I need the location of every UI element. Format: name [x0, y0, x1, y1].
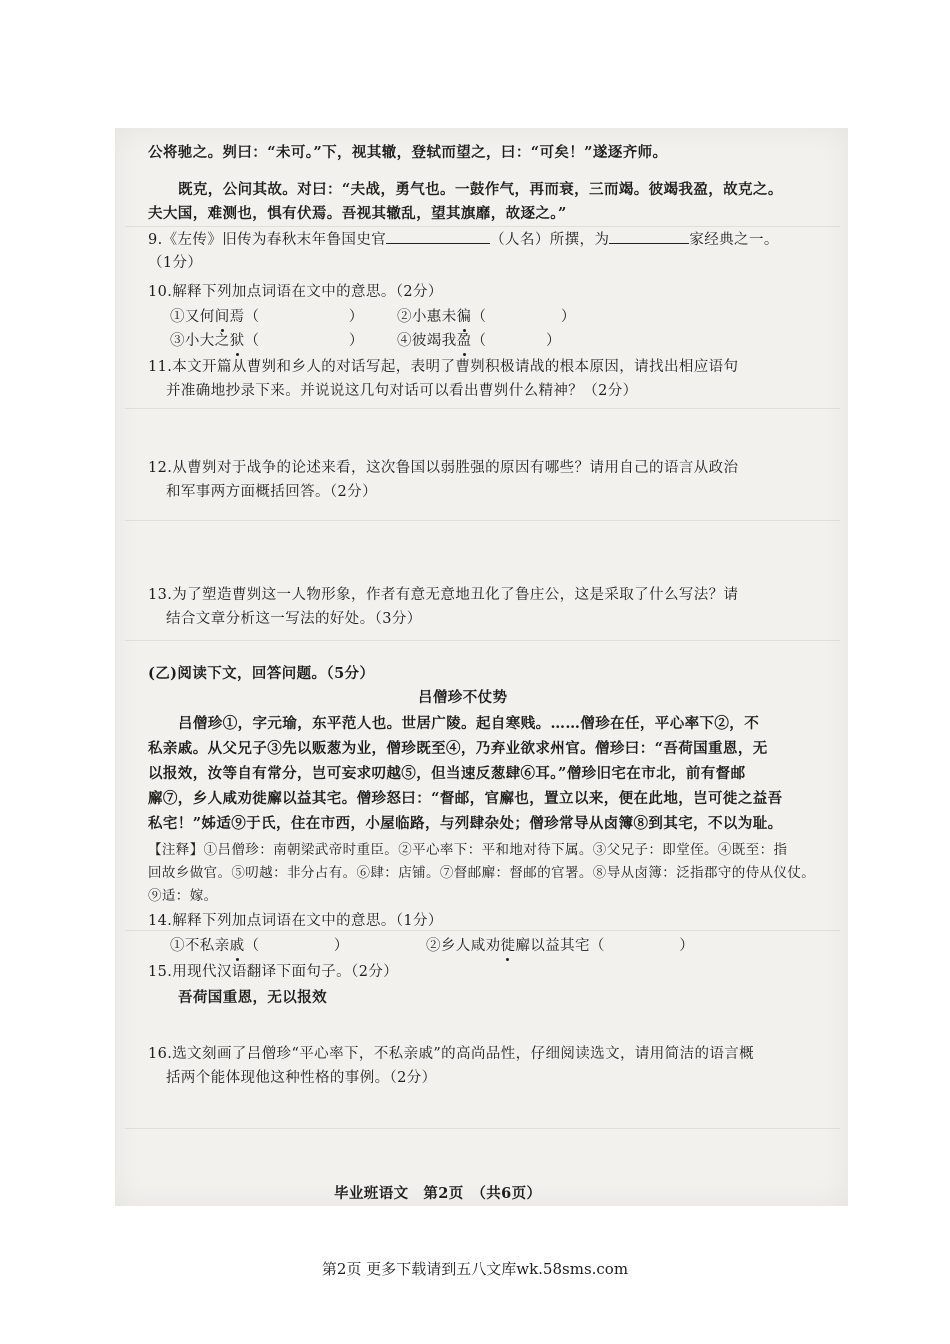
- q14-item-2-pre: ②乡人咸劝: [426, 938, 501, 954]
- q14-item-2-key: 徙: [500, 938, 516, 954]
- q14-item-1-key: 戚: [229, 938, 245, 954]
- q10-item-3-answer[interactable]: （ ）: [244, 333, 364, 349]
- question-10-stem: 10.解释下列加点词语在文中的意思。（2分）: [148, 284, 443, 300]
- question-16-line-1: 16.选文刻画了吕僧珍“平心率下，不私亲戚”的高尚品性，仔细阅读选文，请用简洁的语言概: [148, 1046, 755, 1062]
- section-b-heading: (乙)阅读下文，回答问题。（5分）: [148, 665, 375, 682]
- q9-blank-school[interactable]: [609, 229, 689, 244]
- q9-text-b: （人名）所撰，为: [490, 232, 610, 248]
- question-15-stem: 15.用现代汉语翻译下面句子。（2分）: [148, 964, 399, 980]
- question-12-line-2: 和军事两方面概括回答。（2分）: [166, 484, 377, 500]
- notes-line: 【注释】①吕僧珍：南朝梁武帝时重臣。②平心率下：平和地对待下属。③父兄子：即堂侄。④既至：指: [148, 842, 788, 858]
- question-12-line-1: 12.从曹刿对于战争的论述来看，这次鲁国以弱胜强的原因有哪些？请用自己的语言从政治: [148, 460, 739, 476]
- q10-item-3-key: 狱: [229, 333, 245, 349]
- question-11-line-1: 11.本文开篇从曹刿和乡人的对话写起，表明了曹刿积极请战的根本原因，请找出相应语句: [148, 359, 739, 375]
- passage-b-line: 以报效，汝等自有常分，岂可妄求叨越⑤，但当速反葱肆⑥耳。”僧珍旧宅在市北，前有督邮: [148, 765, 746, 782]
- q10-item-1: [170, 307, 364, 327]
- question-14-stem: 14.解释下列加点词语在文中的意思。（1分）: [148, 913, 443, 929]
- q9-text-a: 9.《左传》旧传为春秋末年鲁国史官: [148, 232, 387, 248]
- q9-score: （1分）: [148, 255, 203, 271]
- question-16-line-2: 括两个能体现他这种性格的事例。（2分）: [166, 1070, 437, 1086]
- q10-item-2: [397, 307, 576, 327]
- page-footer: 毕业班语文 第2页 （共6页）: [334, 1185, 542, 1202]
- bleed-through-line: [125, 408, 840, 409]
- bleed-through-line: [125, 520, 840, 521]
- bleed-through-line: [125, 640, 840, 641]
- q14-item-2: [426, 936, 694, 956]
- question-13-line-1: 13.为了塑造曹刿这一人物形象，作者有意无意地丑化了鲁庄公，这是采取了什么写法？请: [148, 587, 739, 603]
- q10-item-2-answer[interactable]: （ ）: [471, 309, 576, 325]
- q10-item-1-answer[interactable]: 焉（ ）: [229, 309, 364, 325]
- q10-item-1-pre: ①又何: [170, 309, 215, 325]
- passage-line: 既克，公问其故。对曰：“夫战，勇气也。一鼓作气，再而衰，三而竭。彼竭我盈，故克之。: [178, 181, 783, 198]
- passage-b-line: 吕僧珍①，字元瑜，东平范人也。世居广陵。起自寒贱。……僧珍在任，平心率下②，不: [178, 715, 760, 732]
- bleed-through-line: [125, 226, 840, 227]
- q10-item-4-answer[interactable]: （ ）: [471, 333, 561, 349]
- notes-line: ⑨适：嫁。: [148, 888, 218, 904]
- q14-item-1: [170, 936, 349, 956]
- q14-item-1-pre: ①不私亲: [170, 938, 230, 954]
- q10-item-4-key: 盈: [456, 333, 472, 349]
- q15-sentence: 吾荷国重恩，无以报效: [178, 989, 327, 1006]
- q14-item-1-answer[interactable]: （ ）: [244, 938, 349, 954]
- passage-line: 夫大国，难测也，惧有伏焉。吾视其辙乱，望其旗靡，故逐之。”: [148, 205, 567, 222]
- q10-item-2-pre: ②小惠未: [397, 309, 457, 325]
- q10-item-1-key: 间: [214, 309, 230, 325]
- q10-item-3-pre: ③小大之: [170, 333, 230, 349]
- passage-b-line: 廨⑦，乡人咸劝徙廨以益其宅。僧珍怒曰：“督邮，官廨也，置立以来，便在此地，岂可徙之益吾: [148, 790, 783, 807]
- q9-blank-author[interactable]: [386, 229, 490, 244]
- q10-item-4: [397, 331, 561, 351]
- passage-b-line: 私亲戚。从父兄子③先以贩葱为业，僧珍既至④，乃弃业欲求州官。僧珍曰：“吾荷国重恩，无: [148, 740, 768, 757]
- site-footer: 第2页 更多下载请到五八文库wk.58sms.com: [321, 1260, 629, 1278]
- q14-item-2-answer[interactable]: 廨以益其宅（ ）: [515, 938, 695, 954]
- passage-b-line: 私宅！”姊适⑨于氏，住在市西，小屋临路，与列肆杂处；僧珍常导从卤簿⑧到其宅，不以为耻。: [148, 815, 783, 832]
- q10-item-3: [170, 331, 364, 351]
- q9-text-c: 家经典之一。: [689, 232, 779, 248]
- question-9: [148, 229, 779, 250]
- passage-line: 公将驰之。刿曰：“未可。”下，视其辙，登轼而望之，曰：“可矣！”遂逐齐师。: [148, 144, 668, 161]
- passage-b-title: 吕僧珍不仗势: [418, 689, 508, 706]
- notes-line: 回故乡做官。⑤叨越：非分占有。⑥肆：店铺。⑦督邮廨：督邮的官署。⑧导从卤簿：泛指郡守的侍从仪仗。: [148, 865, 816, 881]
- bleed-through-line: [125, 1128, 840, 1129]
- q10-item-2-key: 徧: [456, 309, 472, 325]
- q10-item-4-pre: ④彼竭我: [397, 333, 457, 349]
- question-11-line-2: 并准确地抄录下来。并说说这几句对话可以看出曹刿什么精神？（2分）: [166, 383, 638, 399]
- question-13-line-2: 结合文章分析这一写法的好处。（3分）: [166, 611, 422, 627]
